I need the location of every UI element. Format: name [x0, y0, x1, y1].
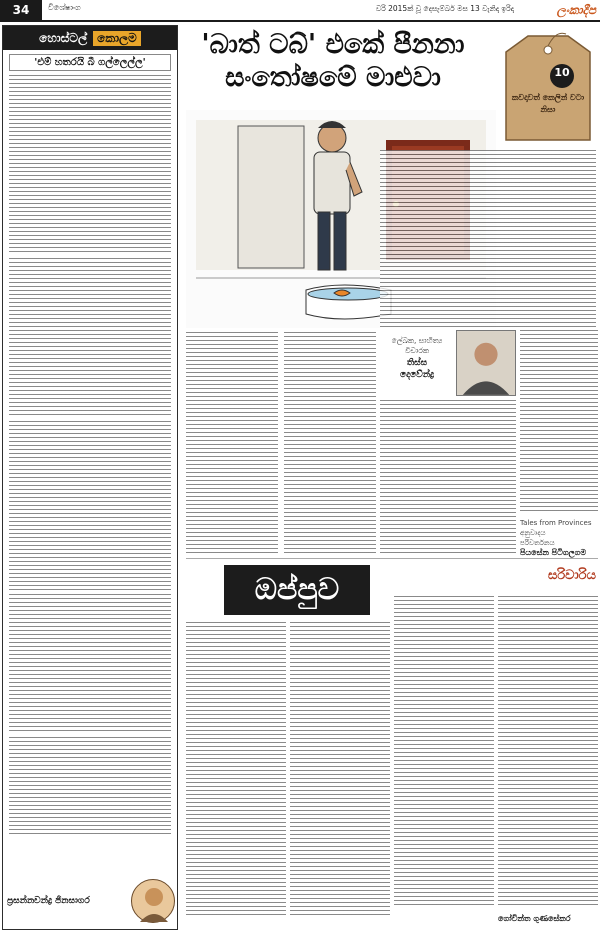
credit-label: Tales from Provinces: [520, 519, 592, 527]
column-header-a: හොස්ටල්: [39, 30, 88, 45]
body-text-block: [186, 622, 286, 918]
article-headline: [186, 28, 480, 94]
lower-byline: ගෝවින්ත ගුණසේකර: [498, 914, 571, 923]
headline-line-1: 'බාත් ටබ්' එකේ පීනනා: [201, 29, 465, 60]
body-text-block: [186, 332, 278, 554]
byline-name: ප්‍රසන්නචන්ද්‍ර ජිනසාගර: [7, 896, 90, 906]
body-text-block: [498, 596, 598, 906]
body-text-block: [284, 332, 376, 554]
credit-name-b: දෙවේන්ද්‍ර: [399, 370, 435, 380]
body-text-block: [9, 421, 171, 591]
masthead-bar: [0, 0, 600, 22]
newspaper-logo: ලංකාදීප: [556, 3, 596, 17]
lower-section-label: සරිවාරිය: [547, 568, 596, 583]
credit-name-a: තිස්ස: [406, 358, 428, 368]
body-text-block: [9, 594, 171, 734]
body-text-block: [380, 150, 596, 328]
tag-number: 10: [554, 66, 570, 79]
section-label: විශේෂාංග: [48, 3, 81, 12]
column-subtitle: 'එම් හතරයි බී ගල්ලෙල්ල': [9, 54, 171, 71]
tag-text: කවදාවත් කෙලින් වටා නිසා: [511, 93, 585, 114]
credit-name: පියසේන පිටිගලගම: [520, 548, 587, 557]
column-header-b: කොලම: [93, 31, 141, 46]
headline-line-2: සංතෝෂමේ මාළුවා: [225, 62, 441, 93]
credit-label-sub: අනුවාදය: [520, 529, 546, 537]
author-credit: [380, 330, 454, 396]
section-divider: [186, 558, 598, 559]
byline: [7, 877, 175, 925]
credit-role: පරිවර්තනය: [520, 539, 555, 547]
credit-role-b: විචාරක: [405, 346, 429, 355]
body-text-block: [9, 75, 171, 255]
lower-article-title: ඔප්පුව: [224, 565, 370, 615]
body-text-block: [9, 258, 171, 418]
translation-credit: [520, 518, 598, 557]
body-text-block: [520, 330, 598, 514]
author-photo: [131, 879, 175, 923]
dateline: වරි 2015ක් වූ දෙසැම්බර් මස 13 වැනිදා ඉරිදා: [375, 4, 514, 13]
body-text-block: [290, 622, 390, 918]
body-text-block: [380, 400, 516, 554]
credit-role-a: ලේඛක, සාහිත්‍ය: [391, 336, 443, 345]
page-number: 34: [0, 0, 42, 20]
series-tag: [500, 28, 596, 146]
hostel-column: [2, 25, 178, 930]
author-portrait: [456, 330, 516, 396]
body-text-block: [9, 737, 171, 837]
body-text-block: [394, 596, 494, 906]
column-header: [3, 26, 177, 50]
